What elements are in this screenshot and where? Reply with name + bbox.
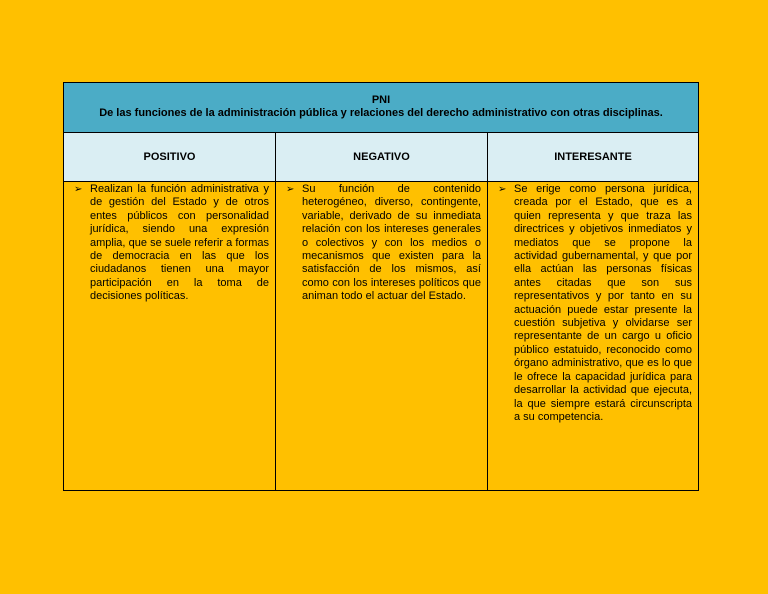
list-item <box>492 183 694 424</box>
cell-interesante <box>488 182 698 490</box>
arrow-bullet-icon: ➢ <box>498 184 507 195</box>
cell-positivo <box>64 182 276 490</box>
header-negativo: NEGATIVO <box>276 133 488 181</box>
table-title-row <box>64 83 698 133</box>
table-subtitle: De las funciones de la administración pública y relaciones del derecho administrativo con otras disciplinas. <box>99 107 663 119</box>
pni-table <box>63 82 699 491</box>
positivo-text: Realizan la función administrativa y de gestión del Estado y de otros entes públicos con personalidad jurídica, siendo una expresión amplia, que se suele referir a formas de democracia en las que los ciudadanos tienen una mayor participación en la toma de decisiones políticas. <box>90 183 269 303</box>
header-positivo: POSITIVO <box>64 133 276 181</box>
table-header-row <box>64 133 698 182</box>
interesante-text: Se erige como persona jurídica, creada por el Estado, que es a quien representa y que traza las directrices y objetivos inmediatos y mediatos que se propone la actividad gubernamental, y que por ella actúan las personas físicas antes citadas que son sus representativos y por tanto en su actuación puede estar presente la cuestión subjetiva y olvidarse ser representante de un cargo u oficio público estatuido, reconocido como órgano administrativo, que es lo que le ofrece la capacidad jurídica para desarrollar la actividad que ejecuta, la que siempre estará circunscripta a su competencia. <box>514 183 692 423</box>
table-title: PNI <box>371 94 391 106</box>
arrow-bullet-icon: ➢ <box>286 184 295 195</box>
list-item <box>280 183 483 304</box>
list-item <box>68 183 271 304</box>
table-body-row <box>64 182 698 490</box>
arrow-bullet-icon: ➢ <box>74 184 83 195</box>
negativo-text: Su función de contenido heterogéneo, diverso, contingente, variable, derivado de su inmediata relación con los intereses generales o colectivos y con los medios o mecanismos que existen para la satisfacción de los mismos, así como con los intereses políticos que animan todo el actuar del Estado. <box>302 183 481 303</box>
header-interesante: INTERESANTE <box>488 133 698 181</box>
cell-negativo <box>276 182 488 490</box>
